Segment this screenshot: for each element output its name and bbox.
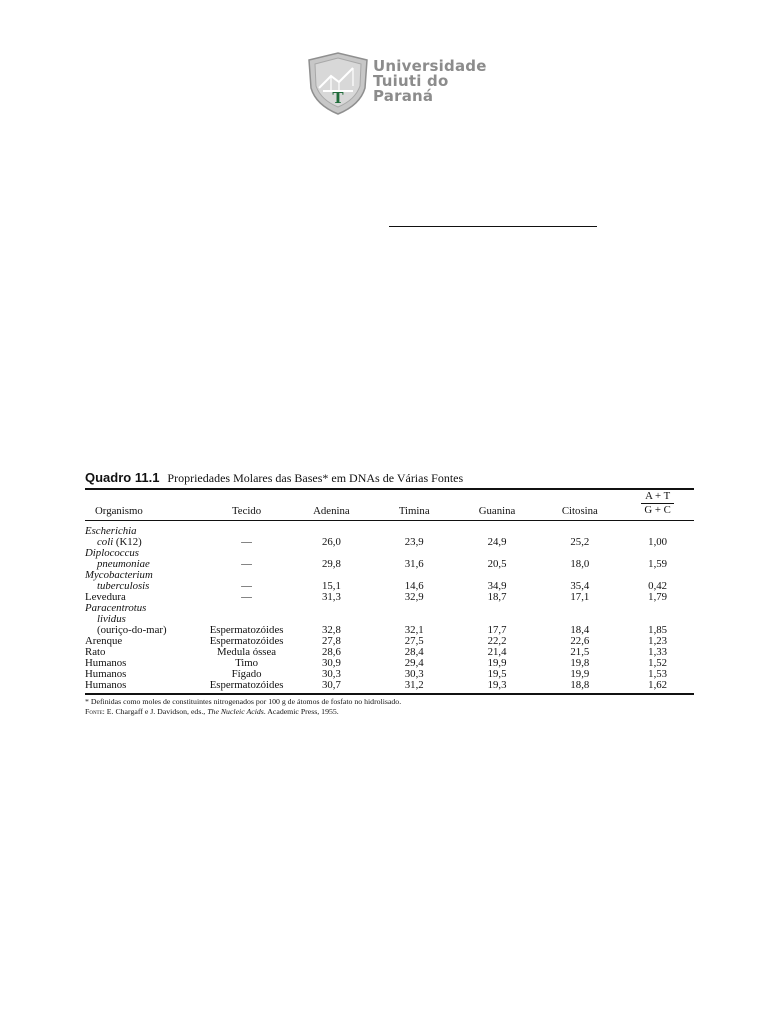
cell-tissue (203, 521, 290, 537)
source-authors: E. Chargaff e J. Davidson, eds., (104, 707, 208, 716)
cell-cytosine (538, 521, 621, 537)
cell-guanine: 22,2 (487, 635, 507, 647)
cell-cytosine: 21,5 (570, 646, 590, 658)
cell-ratio: 1,33 (648, 646, 668, 658)
cell-thymine (373, 521, 456, 537)
cell-tissue: Espermatozóides (209, 679, 284, 691)
table-row (85, 570, 694, 581)
source-rest: . Academic Press, 1955. (263, 707, 339, 716)
cell-tissue: Fígado (231, 668, 262, 680)
table-label: Quadro 11.1 (85, 470, 160, 485)
cell-tissue: — (241, 558, 252, 570)
cell-guanine (456, 521, 539, 537)
header-cytosine: Citosina (561, 505, 598, 517)
bottom-rule (85, 693, 694, 695)
table-row (85, 680, 694, 691)
cell-adenine (290, 603, 373, 614)
table-row (85, 625, 694, 636)
source-label: Fonte: (85, 707, 105, 716)
source-title: The Nucleic Acids (207, 707, 264, 716)
cell-tissue: Espermatozóides (209, 635, 284, 647)
organism-name: pneumoniae (97, 558, 150, 570)
cell-organism (85, 521, 203, 537)
cell-thymine (373, 603, 456, 614)
cell-tissue: Medula óssea (217, 646, 277, 658)
cell-cytosine: 19,8 (570, 657, 590, 669)
organism-name: Mycobacterium (85, 569, 153, 581)
header-thymine: Timina (398, 505, 430, 517)
cell-thymine: 23,9 (404, 536, 424, 548)
cell-guanine: 18,7 (487, 591, 507, 603)
cell-cytosine: 22,6 (570, 635, 590, 647)
cell-adenine: 26,0 (321, 536, 341, 548)
cell-ratio: 1,00 (648, 536, 668, 548)
table-source (85, 707, 694, 717)
table-row (85, 548, 694, 559)
cell-ratio: 1,53 (648, 668, 668, 680)
table-title (85, 470, 694, 486)
organism-name: Diplococcus (85, 547, 139, 559)
header-tissue: Tecido (231, 505, 262, 517)
university-name-line-3: Paraná (373, 87, 434, 105)
organism-name: Escherichia (85, 525, 137, 537)
organism-name: Humanos (85, 668, 127, 680)
cell-adenine: 29,8 (321, 558, 341, 570)
table-row (85, 658, 694, 669)
table-row (85, 669, 694, 680)
cell-ratio: 0,42 (648, 580, 668, 592)
cell-thymine: 28,4 (404, 646, 424, 658)
cell-adenine: 28,6 (321, 646, 341, 658)
organism-name: coli (97, 536, 114, 548)
cell-thymine: 30,3 (404, 668, 424, 680)
university-name-line-2: Tuiuti do (373, 72, 449, 90)
cell-cytosine: 19,9 (570, 668, 590, 680)
cell-cytosine: 25,2 (570, 536, 590, 548)
cell-ratio: 1,79 (648, 591, 668, 603)
organism-strain: (K12) (113, 536, 142, 548)
table-row (85, 603, 694, 614)
header-adenine: Adenina (313, 505, 350, 517)
cell-guanine: 20,5 (487, 558, 507, 570)
cell-organism (85, 680, 203, 691)
cell-tissue: Timo (235, 657, 259, 669)
ratio-denominator: G + C (644, 504, 671, 516)
cell-ratio: 1,62 (648, 679, 668, 691)
cell-thymine: 32,1 (404, 624, 424, 636)
cell-tissue: — (241, 536, 252, 548)
cell-guanine: 17,7 (487, 624, 507, 636)
cell-thymine: 14,6 (404, 580, 424, 592)
table-row (85, 581, 694, 592)
signature-line (389, 226, 597, 227)
cell-ratio (621, 603, 694, 614)
organism-name: Humanos (85, 657, 127, 669)
header-organism: Organismo (95, 505, 143, 517)
cell-adenine: 30,7 (321, 679, 341, 691)
table-body (85, 521, 694, 691)
organism-name: Humanos (85, 679, 127, 691)
organism-name: Levedura (85, 591, 126, 603)
table-footnote: * Definidas como moles de constituintes nitrogenados por 100 g de átomos de fosfato no hidrolisado. (85, 697, 402, 706)
cell-thymine: 32,9 (404, 591, 424, 603)
table-row (85, 592, 694, 603)
cell-guanine: 24,9 (487, 536, 507, 548)
ratio-numerator: A + T (641, 490, 674, 504)
cell-adenine: 15,1 (321, 580, 341, 592)
university-name-line-1: Universidade (373, 57, 487, 75)
cell-tissue (203, 603, 290, 614)
cell-adenine: 30,3 (321, 668, 341, 680)
organism-name: Rato (85, 646, 106, 658)
data-table-figure (85, 470, 694, 717)
cell-cytosine: 35,4 (570, 580, 590, 592)
cell-guanine: 19,9 (487, 657, 507, 669)
cell-thymine: 29,4 (404, 657, 424, 669)
table-row (85, 521, 694, 537)
table-row (85, 537, 694, 548)
header-ratio (621, 490, 694, 520)
cell-ratio: 1,52 (648, 657, 668, 669)
cell-tissue: — (241, 580, 252, 592)
cell-ratio: 1,85 (648, 624, 668, 636)
cell-cytosine: 18,8 (570, 679, 590, 691)
cell-ratio: 1,59 (648, 558, 668, 570)
university-logo (305, 50, 485, 116)
cell-adenine: 32,8 (321, 624, 341, 636)
cell-adenine (290, 521, 373, 537)
cell-guanine (456, 603, 539, 614)
cell-cytosine: 17,1 (570, 591, 590, 603)
table-header-row (85, 490, 694, 520)
cell-tissue: — (241, 591, 252, 603)
cell-thymine: 31,2 (404, 679, 424, 691)
organism-name: (ouriço-do-mar) (97, 624, 167, 636)
table-caption: Propriedades Molares das Bases* em DNAs de Várias Fontes (167, 471, 464, 485)
cell-thymine: 31,6 (404, 558, 424, 570)
shield-emblem-icon (305, 50, 371, 116)
cell-cytosine: 18,4 (570, 624, 590, 636)
cell-guanine: 19,5 (487, 668, 507, 680)
table-row (85, 614, 694, 625)
cell-cytosine (538, 603, 621, 614)
cell-guanine: 19,3 (487, 679, 507, 691)
cell-ratio: 1,23 (648, 635, 668, 647)
table-row (85, 636, 694, 647)
svg-text:T: T (332, 89, 344, 107)
table-row (85, 559, 694, 570)
table-row (85, 647, 694, 658)
cell-guanine: 34,9 (487, 580, 507, 592)
cell-adenine: 30,9 (321, 657, 341, 669)
cell-tissue: Espermatozóides (209, 624, 284, 636)
header-guanine: Guanina (478, 505, 516, 517)
organism-name: Arenque (85, 635, 123, 647)
organism-name: tuberculosis (97, 580, 150, 592)
cell-ratio (621, 521, 694, 537)
cell-adenine: 31,3 (321, 591, 341, 603)
cell-thymine: 27,5 (404, 635, 424, 647)
organism-name: lividus (97, 613, 126, 625)
cell-cytosine: 18,0 (570, 558, 590, 570)
cell-adenine: 27,8 (321, 635, 341, 647)
base-composition-table (85, 490, 694, 691)
cell-guanine: 21,4 (487, 646, 507, 658)
university-name (373, 59, 487, 104)
organism-name: Paracentrotus (85, 602, 147, 614)
